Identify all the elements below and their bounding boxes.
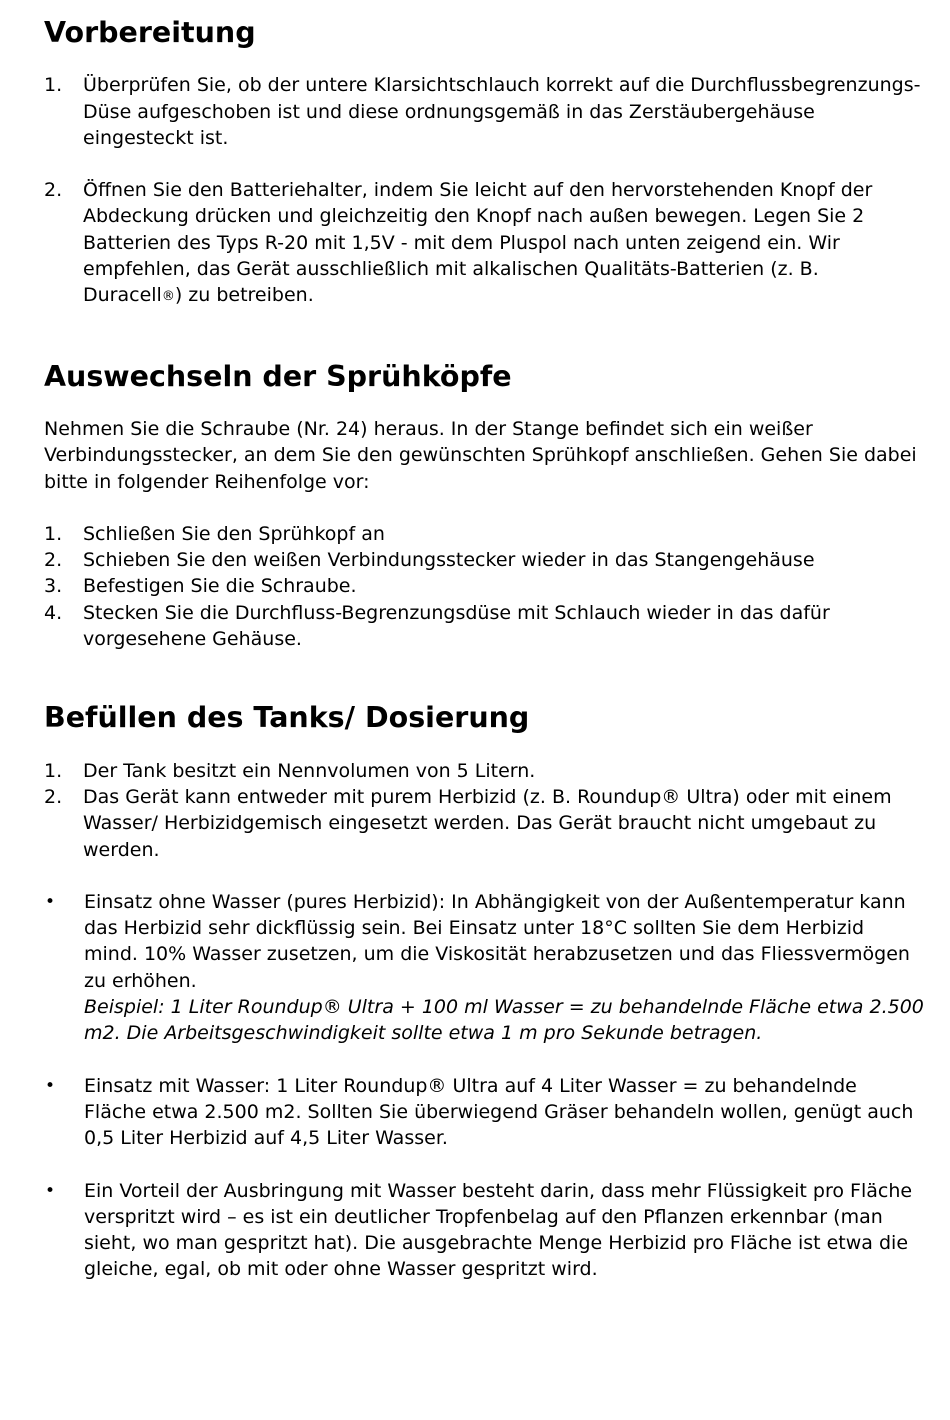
list-item-text bbox=[83, 177, 924, 310]
section-befuellen bbox=[44, 701, 924, 1282]
bullet-item-text: Einsatz mit Wasser: 1 Liter Roundup® Ultra auf 4 Liter Wasser = zu behandelnde Fläche etwa 2.500 m2. Sollten Sie überwiegend Gräser behandeln wollen, genügt auch 0,5 Liter Herbizid auf 4,5 Liter Wasser. bbox=[84, 1074, 914, 1150]
list-number: 2. bbox=[44, 179, 63, 202]
list-item bbox=[44, 600, 924, 653]
list-item bbox=[44, 177, 924, 310]
list-item bbox=[44, 547, 924, 573]
section-spruehkoepfe bbox=[44, 359, 924, 653]
list-item-text: Das Gerät kann entweder mit purem Herbizid (z. B. Roundup® Ultra) oder mit einem Wasser/ Herbizidgemisch eingesetzt werden. Das Gerät braucht nicht umgebaut zu werden. bbox=[83, 785, 892, 861]
section-heading: Befüllen des Tanks/ Dosierung bbox=[44, 701, 530, 735]
bullet-icon: • bbox=[45, 1075, 56, 1096]
list-number: 1. bbox=[44, 74, 63, 97]
list-item bbox=[44, 758, 924, 784]
text-segment: ) zu betreiben. bbox=[174, 284, 314, 307]
bullet-item-text: Ein Vorteil der Ausbringung mit Wasser besteht darin, dass mehr Flüssigkeit pro Fläche verspritzt wird – es ist ein deutlicher Tropfenbelag auf den Pflanzen erkennbar (man sieht, wo man gespritzt hat). Die ausgebrachte Menge Herbizid pro Fläche ist etwa die gleiche, egal, ob mit oder ohne Wasser gespritzt wird. bbox=[84, 1179, 913, 1281]
numbered-list bbox=[44, 521, 924, 652]
bullet-item-text bbox=[84, 889, 924, 1047]
numbered-list bbox=[44, 72, 924, 310]
section-intro: Nehmen Sie die Schraube (Nr. 24) heraus. In der Stange befindet sich ein weißer Verbindungsstecker, an dem Sie den gewünschten Sprühkopf anschließen. Gehen Sie dabei bitte in folgender Reihenfolge vor: bbox=[44, 417, 917, 493]
registered-mark: ® bbox=[161, 289, 175, 305]
list-number: 2. bbox=[44, 549, 63, 572]
list-number: 1. bbox=[44, 759, 63, 782]
bullet-item bbox=[44, 889, 924, 1047]
list-number: 2. bbox=[44, 785, 63, 808]
example-text: Beispiel: 1 Liter Roundup® Ultra + 100 ml Wasser = zu behandelnde Fläche etwa 2.500 m2. Die Arbeitsgeschwindigkeit sollte etwa 1 m pro Sekunde betragen. bbox=[84, 996, 924, 1045]
section-vorbereitung bbox=[44, 16, 924, 311]
bullet-item bbox=[44, 1073, 924, 1152]
list-item bbox=[44, 72, 924, 151]
list-item-text: Befestigen Sie die Schraube. bbox=[83, 575, 357, 598]
list-item-text: Schließen Sie den Sprühkopf an bbox=[83, 522, 385, 545]
text-segment: Öffnen Sie den Batteriehalter, indem Sie leicht auf den hervorstehenden Knopf der Abdeckung drücken und gleichzeitig den Knopf nach außen bewegen. Legen Sie 2 Batterien des Typs R-20 mit 1,5V - mit dem Pluspol nach unten zeigend ein. Wir empfehlen, das Gerät ausschließlich mit alkalischen Qualitäts-Batterien (z. B. Duracell bbox=[83, 179, 873, 307]
section-heading: Auswechseln der Sprühköpfe bbox=[44, 359, 512, 393]
bullet-text: Einsatz ohne Wasser (pures Herbizid): In Abhängigkeit von der Außentemperatur kann das Herbizid sehr dickflüssig sein. Bei Einsatz unter 18°C sollten Sie dem Herbizid mind. 10% Wasser zusetzen, um die Viskosität herabzusetzen und das Fliessvermögen zu erhöhen. bbox=[84, 890, 910, 992]
bullet-icon: • bbox=[45, 1180, 56, 1201]
bullet-item bbox=[44, 1178, 924, 1283]
list-item bbox=[44, 521, 924, 547]
section-heading: Vorbereitung bbox=[44, 16, 256, 49]
list-number: 3. bbox=[44, 575, 63, 598]
list-item-text: Stecken Sie die Durchfluss-Begrenzungsdüse mit Schlauch wieder in das dafür vorgesehene Gehäuse. bbox=[83, 601, 830, 651]
list-item-text: Schieben Sie den weißen Verbindungsstecker wieder in das Stangengehäuse bbox=[83, 549, 815, 572]
document-page bbox=[44, 16, 924, 1283]
bullet-list bbox=[44, 889, 924, 1283]
numbered-list bbox=[44, 758, 924, 863]
list-item-text: Der Tank besitzt ein Nennvolumen von 5 Litern. bbox=[83, 759, 536, 782]
list-number: 1. bbox=[44, 522, 63, 545]
list-item-text: Überprüfen Sie, ob der untere Klarsichtschlauch korrekt auf die Durchflussbegrenzungs-Düse aufgeschoben ist und diese ordnungsgemäß in das Zerstäubergehäuse eingesteckt ist. bbox=[83, 74, 921, 149]
list-item bbox=[44, 573, 924, 599]
list-item bbox=[44, 784, 924, 863]
bullet-icon: • bbox=[45, 891, 56, 912]
list-number: 4. bbox=[44, 601, 63, 624]
